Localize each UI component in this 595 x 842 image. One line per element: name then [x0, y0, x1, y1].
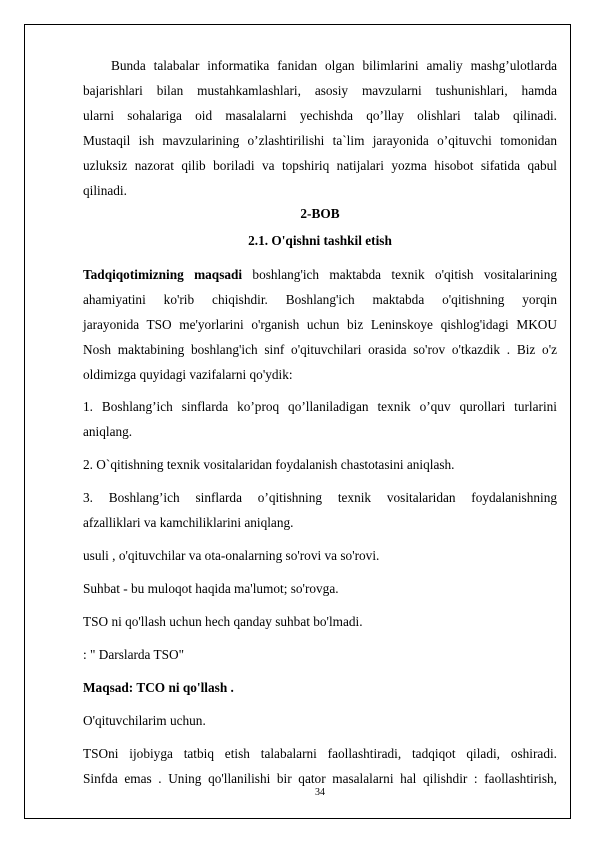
- list-item-3-line-2: afzalliklari va kamchiliklarini aniqlang.: [83, 515, 294, 530]
- list-item-1-line-1: 1. Boshlang’ich sinflarda ko’proq qo’llaniladigan texnik o’quv qurollari turlarini: [83, 399, 557, 414]
- lessons-topic-line: : " Darslarda TSO": [83, 647, 185, 662]
- paragraph-2-line-2: ahamiyatini ko'rib chiqishdir. Boshlang'ich maktabda o'qitishning yorqin: [83, 292, 557, 307]
- paragraph-2-line-1-rest: boshlang'ich maktabda texnik o'qitish vositalarining: [242, 267, 557, 282]
- paragraph-3-line-2: Sinfda emas . Uning qo'llanilishi bir qator masalalarni hal qilishdir : faollashtirish,: [83, 771, 557, 786]
- paragraph-2-line-4: Nosh maktabining boshlang'ich sinf o'qituvchilari orasida so'rov o'tkazdik . Biz o'z: [83, 342, 557, 357]
- paragraph-2-line-3: jarayonida TSO me'yorlarini o'rganish uchun biz Leninskoye qishlog'idagi MKOU: [83, 317, 557, 332]
- method-line: usuli , o'qituvchilar va ota-onalarning so'rovi va so'rovi.: [83, 548, 380, 563]
- paragraph-1-line-1: Bunda talabalar informatika fanidan olgan bilimlarini amaliy mashg’ulotlarda: [111, 58, 557, 73]
- page-number: 34: [315, 787, 325, 798]
- paragraph-3-line-1: TSOni ijobiyga tatbiq etish talabalarni faollashtiradi, tadqiqot qiladi, oshiradi.: [83, 746, 557, 761]
- paragraph-2-line-5: oldimizga quyidagi vazifalarni qo'ydik:: [83, 367, 293, 382]
- goal-line: Maqsad: TCO ni qo'llash .: [83, 680, 234, 695]
- conversation-line: Suhbat - bu muloqot haqida ma'lumot; so'rovga.: [83, 581, 339, 596]
- list-item-3-line-1: 3. Boshlang’ich sinflarda o’qitishning texnik vositalaridan foydalanishning: [83, 490, 557, 505]
- paragraph-1-line-4: Mustaqil ish mavzularining o’zlashtirilishi ta`lim jarayonida o’qituvchi tomonidan: [83, 133, 557, 148]
- list-item-2: 2. O`qitishning texnik vositalaridan foydalanish chastotasini aniqlash.: [83, 457, 455, 472]
- paragraph-2-bold-lead: Tadqiqotimizning maqsadi: [83, 267, 243, 282]
- chapter-title: 2-BOB: [300, 206, 340, 221]
- no-conversation-line: TSO ni qo'llash uchun hech qanday suhbat bo'lmadi.: [83, 614, 363, 629]
- paragraph-1-line-6: qilinadi.: [83, 183, 127, 198]
- for-teachers-line: O'qituvchilarim uchun.: [83, 713, 206, 728]
- section-title: 2.1. O'qishni tashkil etish: [248, 233, 392, 248]
- list-item-1-line-2: aniqlang.: [83, 424, 133, 439]
- paragraph-1-line-5: uzluksiz nazorat qilib boriladi va topshiriq natijalari yozma hisobot sifatida qabul: [83, 158, 557, 173]
- paragraph-1-line-2: bajarishlari bilan mustahkamlashlari, asosiy mavzularni tushunishlari, hamda: [83, 83, 557, 98]
- paragraph-1-line-3: ularni sohalariga oid masalalarni yechishda qo’llay olishlari talab qilinadi.: [83, 108, 557, 123]
- paragraph-2-line-1: [83, 265, 557, 285]
